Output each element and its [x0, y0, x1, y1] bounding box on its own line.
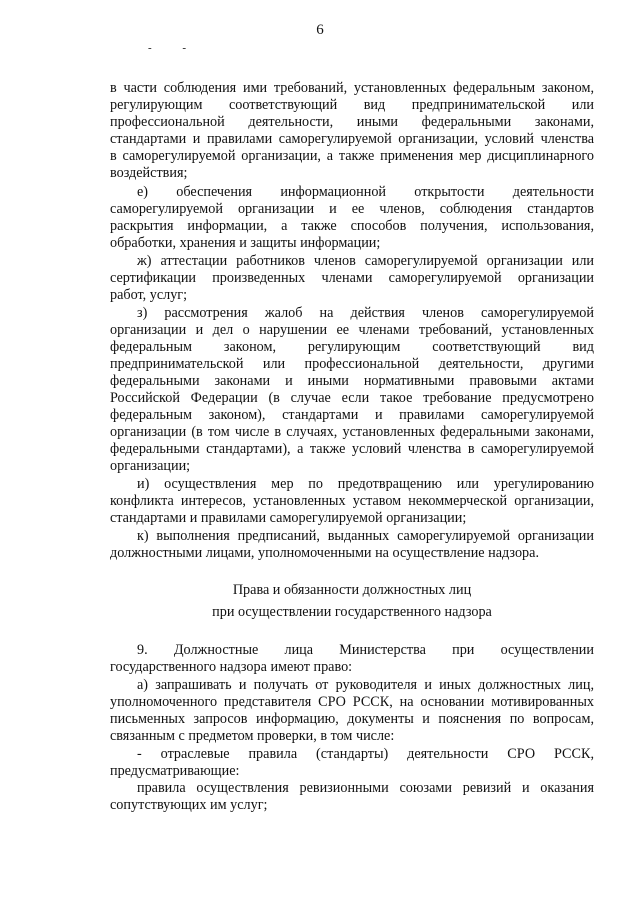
text-line: в саморегулируемой организации, а также применения мер дисциплинарного	[110, 148, 594, 164]
text-line: к) выполнения предписаний, выданных саморегулируемой организации	[137, 528, 594, 544]
text-line: организации и дел о нарушении ее членами требований, установленных	[110, 322, 594, 338]
text-line: Российской Федерации (в случае если такое требование предусмотрено	[110, 390, 594, 406]
section-heading-line: при осуществлении государственного надзора	[212, 604, 492, 620]
text-line: в части соблюдения ими требований, установленных федеральным законом,	[110, 80, 594, 96]
text-line: раскрытия информации, а также способов получения, использования,	[110, 218, 594, 234]
text-line: работ, услуг;	[110, 287, 188, 303]
text-line: уполномоченного представителя СРО РССК, на основании мотивированных	[110, 694, 594, 710]
text-line: предусматривающие:	[110, 763, 240, 779]
text-line: е) обеспечения информационной открытости деятельности	[137, 184, 594, 200]
text-line: должностными лицами, уполномоченными на осуществление надзора.	[110, 545, 539, 561]
text-line: обработки, хранения и защиты информации;	[110, 235, 381, 251]
section-heading-line: Права и обязанности должностных лиц	[232, 582, 472, 598]
text-line: стандартами и правилами саморегулируемой организации;	[110, 510, 467, 526]
text-line: воздействия;	[110, 165, 188, 181]
text-line: федеральным законом), стандартами и правилами саморегулируемой	[110, 407, 594, 423]
text-line: федеральными законами и иными нормативными правовыми актами	[110, 373, 594, 389]
text-line: саморегулируемой организации и ее членов, соблюдения стандартов	[110, 201, 594, 217]
text-line: 9. Должностные лица Министерства при осуществлении	[137, 642, 594, 658]
text-line: федеральными стандартами), а также условий членства в саморегулируемой	[110, 441, 594, 457]
text-line: з) рассмотрения жалоб на действия членов саморегулируемой	[137, 305, 594, 321]
text-line: профессиональной деятельности, иными федеральными законами,	[110, 114, 594, 130]
text-line: регулирующим соответствующий вид предпринимательской или	[110, 97, 594, 113]
text-line: и) осуществления мер по предотвращению или урегулированию	[137, 476, 594, 492]
text-line: организации;	[110, 458, 191, 474]
text-line: стандартами и правилами саморегулируемой организации, условий членства	[110, 131, 594, 147]
text-line: предпринимательской или профессиональной деятельности, другими	[110, 356, 594, 372]
text-line: связанным с предметом проверки, в том числе:	[110, 728, 395, 744]
text-line: государственного надзора имеют право:	[110, 659, 353, 675]
page-number: 6	[316, 22, 324, 38]
corner-mark: - -	[148, 42, 201, 54]
text-line: - отраслевые правила (стандарты) деятельности СРО РССК,	[137, 746, 594, 762]
text-line: федеральным законом, регулирующим соответствующий вид	[110, 339, 594, 355]
text-line: письменных запросов информацию, документы и пояснения по вопросам,	[110, 711, 594, 727]
text-line: сопутствующих им услуг;	[110, 797, 268, 813]
text-line: а) запрашивать и получать от руководителя и иных должностных лиц,	[137, 677, 594, 693]
text-line: правила осуществления ревизионными союзами ревизий и оказания	[137, 780, 594, 796]
text-line: конфликта интересов, установленных уставом некоммерческой организации,	[110, 493, 594, 509]
text-line: организации (в том числе в случаях, установленных федеральными законами,	[110, 424, 594, 440]
text-line: сертификации произведенных членами саморегулируемой организации	[110, 270, 594, 286]
text-line: ж) аттестации работников членов саморегулируемой организации или	[137, 253, 594, 269]
